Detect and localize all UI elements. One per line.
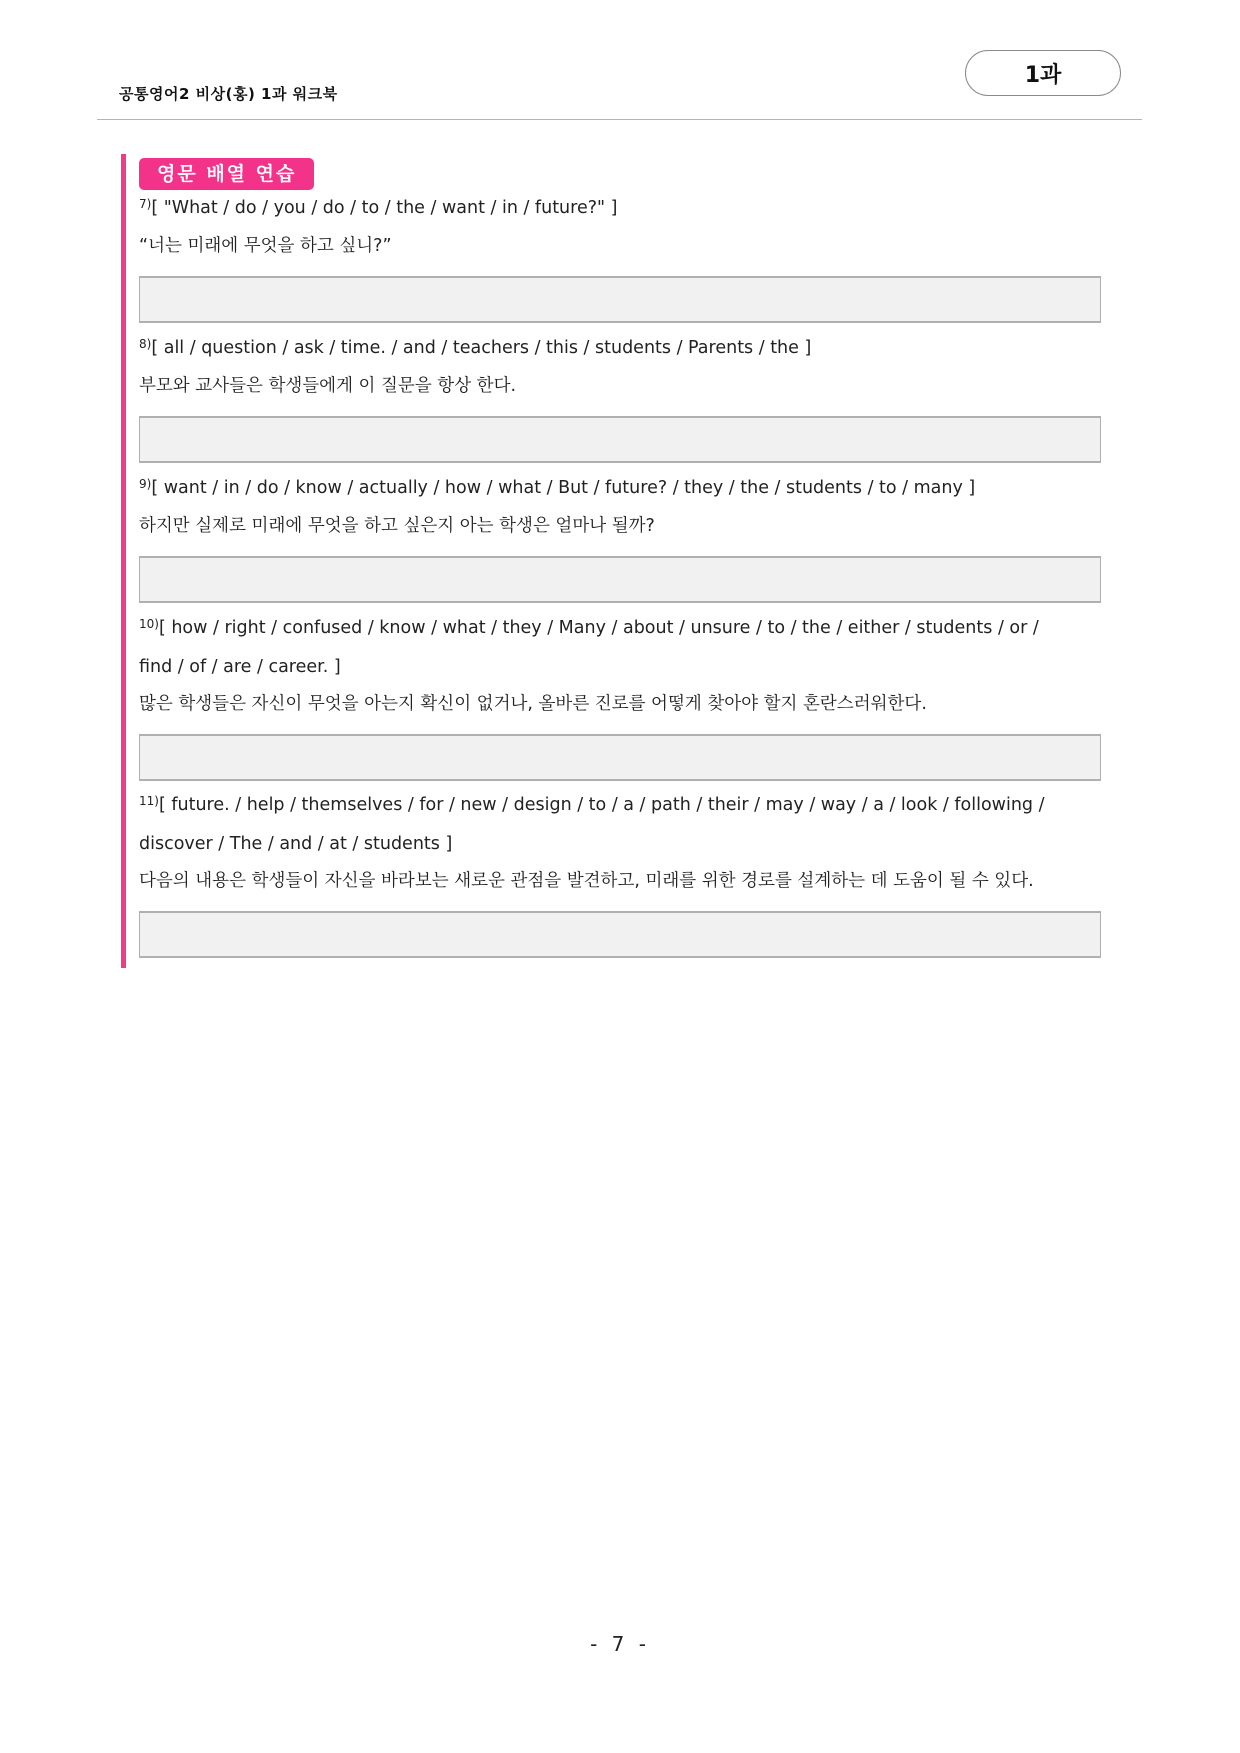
answer-box[interactable] [139,556,1101,603]
answer-box[interactable] [139,911,1101,958]
sentence-arrangement-section [121,154,1126,968]
scrambled-words: [ all / question / ask / time. / and / teachers / this / students / Parents / the ] [151,338,812,358]
question-item-9 [139,469,1119,603]
korean-translation: 많은 학생들은 자신이 무엇을 아는지 확신이 없거나, 올바른 진로를 어떻게 찾아야 할지 혼란스러워한다. [139,694,927,714]
word-bank-continued: discover / The / and / at / students ] [139,834,453,854]
answer-box[interactable] [139,734,1101,781]
word-bank [139,329,1119,368]
scrambled-words: [ want / in / do / know / actually / how / what / But / future? / they / the / students / to / many ] [151,478,976,498]
scrambled-words: [ "What / do / you / do / to / the / want / in / future?" ] [151,198,618,218]
word-bank [139,609,1119,648]
korean-translation: 하지만 실제로 미래에 무엇을 하고 싶은지 아는 학생은 얼마나 될까? [139,516,655,536]
question-item-7 [139,189,1119,323]
question-number: 8) [139,337,152,351]
question-number: 11) [139,794,159,808]
page-header [97,0,1142,120]
word-bank-continued: find / of / are / career. ] [139,657,341,677]
answer-box[interactable] [139,416,1101,463]
question-number: 9) [139,477,152,491]
word-bank [139,469,1119,508]
question-number: 7) [139,197,152,211]
page-number: - 7 - [590,1632,650,1656]
scrambled-words: [ how / right / confused / know / what / they / Many / about / unsure / to / the / either / students / or / [158,618,1039,638]
answer-box[interactable] [139,276,1101,323]
question-number: 10) [139,617,159,631]
korean-translation: “너는 미래에 무엇을 하고 싶니?” [139,236,392,256]
lesson-badge: 1과 [965,50,1121,96]
korean-translation: 다음의 내용은 학생들이 자신을 바라보는 새로운 관점을 발견하고, 미래를 위한 경로를 설계하는 데 도움이 될 수 있다. [139,871,1034,891]
word-bank [139,786,1119,825]
question-item-10 [139,609,1119,781]
scrambled-words: [ future. / help / themselves / for / new / design / to / a / path / their / may / way / a / look / following / [158,795,1045,815]
question-item-8 [139,329,1119,463]
word-bank [139,189,1119,228]
question-item-11 [139,786,1119,958]
section-title-tag: 영문 배열 연습 [139,158,314,190]
document-title: 공통영어2 비상(홍) 1과 워크북 [119,85,338,103]
korean-translation: 부모와 교사들은 학생들에게 이 질문을 항상 한다. [139,376,517,396]
